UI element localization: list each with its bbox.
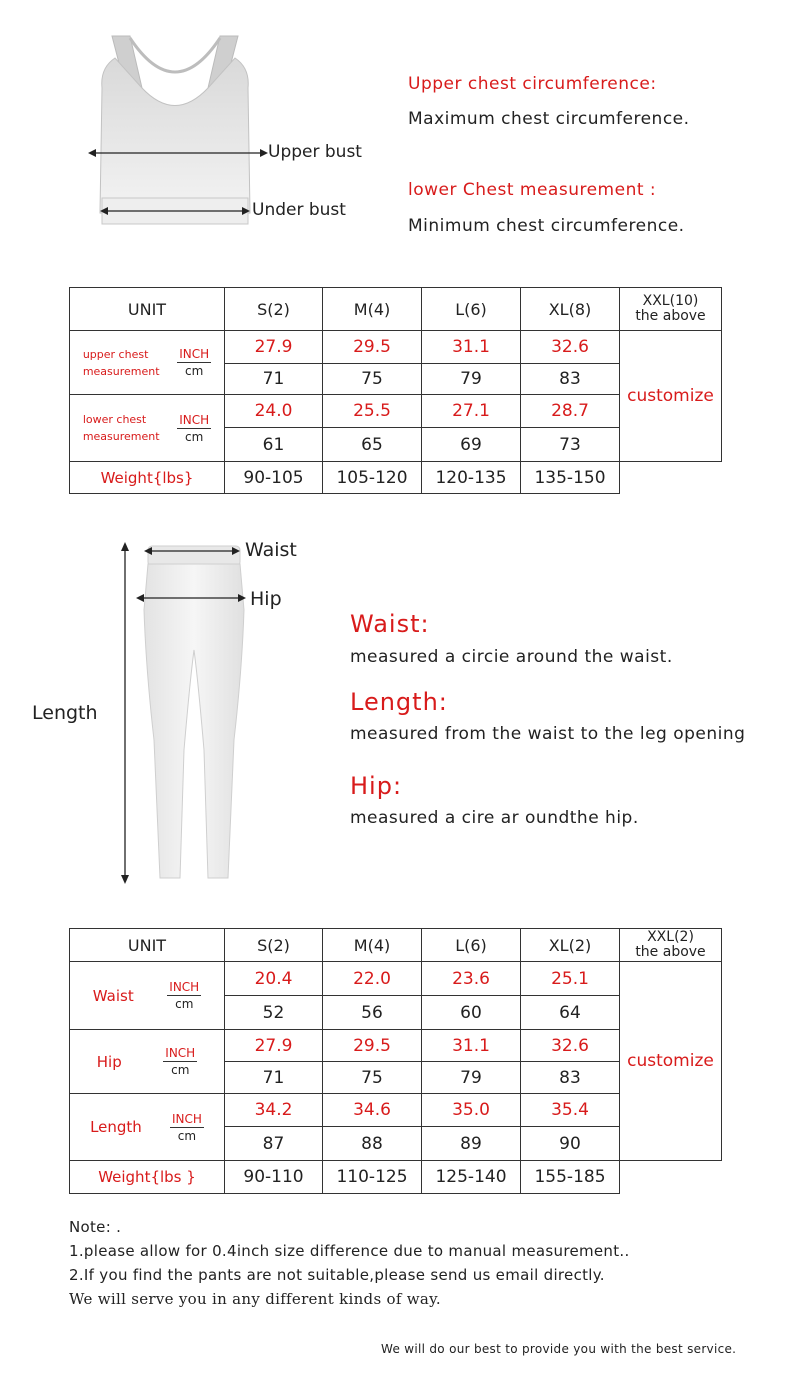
unit-header: UNIT [70,929,225,962]
table-cell: 69 [422,428,521,462]
table-cell: 88 [323,1127,422,1161]
table-cell: 25.1 [521,962,620,996]
waist-label: Waist [245,539,297,561]
table-cell: 28.7 [521,395,620,428]
table-cell: 75 [323,364,422,395]
inch-unit: INCH [169,980,200,994]
cm-unit: cm [185,429,204,444]
bra-size-table [69,287,722,494]
table-cell: 34.6 [323,1094,422,1127]
lower-chest-label-line1: lower chest [82,413,147,426]
waist-row-name: Waist [92,986,134,1005]
table-cell: 27.9 [225,331,323,364]
table-cell: 27.9 [225,1030,323,1062]
xxl-size-label: XXL(10) [642,293,699,309]
under-bust-label: Under bust [252,200,346,220]
size-header: M(4) [323,288,422,331]
hip-title: Hip: [350,772,403,800]
table-cell: 90 [521,1127,620,1161]
xxl-above-label: the above [635,308,706,324]
table-cell: 24.0 [225,395,323,428]
table-cell: 87 [225,1127,323,1161]
inch-unit: INCH [165,1046,196,1060]
table-cell: 23.6 [422,962,521,996]
table-cell: 52 [225,996,323,1030]
unit-indicator [167,980,201,1011]
length-description: measured from the waist to the leg opening [350,724,746,744]
table-cell: 110-125 [323,1161,422,1194]
waist-description: measured a circie around the waist. [350,647,673,667]
size-header: S(2) [225,288,323,331]
table-cell: 34.2 [225,1094,323,1127]
cm-unit: cm [185,364,204,378]
table-row [70,331,722,364]
cm-unit: cm [177,1128,197,1143]
table-cell: 35.0 [422,1094,521,1127]
upper-chest-label-line2: measurement [82,364,160,378]
length-row-name: Length [90,1118,142,1136]
xxl-above-label: the above [635,944,706,960]
upper-chest-title: Upper chest circumference: [408,74,657,94]
weight-label: Weight{lbs } [70,1161,225,1194]
xxl-header [620,929,722,962]
hip-arrow [136,591,246,605]
table-cell: 135-150 [521,462,620,494]
table-cell: 105-120 [323,462,422,494]
leggings-size-table [69,928,722,1194]
upper-bust-arrow [88,146,268,160]
unit-indicator [177,347,211,378]
table-cell: 27.1 [422,395,521,428]
table-cell: 71 [225,1062,323,1094]
note-heading: Note: . [69,1218,122,1236]
hip-label: Hip [250,588,282,610]
unit-indicator [163,1046,197,1077]
customize-cell: customize [620,962,722,1161]
length-row-label [70,1094,225,1161]
note-line-2: 2.If you find the pants are not suitable,please send us email directly. [69,1266,605,1284]
xxl-size-label: XXL(2) [647,929,694,945]
unit-indicator [177,413,211,444]
table-header-row [70,929,722,962]
table-cell: 29.5 [323,331,422,364]
upper-chest-row-label [70,331,225,395]
size-header: XL(8) [521,288,620,331]
table-cell: 89 [422,1127,521,1161]
unit-indicator [170,1112,204,1143]
table-cell: 29.5 [323,1030,422,1062]
table-cell: 35.4 [521,1094,620,1127]
lower-chest-label-line2: measurement [82,430,160,443]
size-header: XL(2) [521,929,620,962]
size-header: L(6) [422,288,521,331]
inch-unit: INCH [179,347,210,361]
table-cell: 20.4 [225,962,323,996]
customize-cell: customize [620,331,722,462]
hip-description: measured a cire ar oundthe hip. [350,808,639,828]
table-cell: 31.1 [422,331,521,364]
xxl-header [620,288,722,331]
upper-chest-label-line1: upper chest [82,347,149,361]
table-cell: 32.6 [521,331,620,364]
size-header: L(6) [422,929,521,962]
lower-chest-description: Minimum chest circumference. [408,216,685,236]
table-cell: 60 [422,996,521,1030]
upper-chest-description: Maximum chest circumference. [408,109,690,129]
hip-row-label [70,1030,225,1094]
size-header: M(4) [323,929,422,962]
table-cell: 56 [323,996,422,1030]
table-cell: 65 [323,428,422,462]
table-cell: 79 [422,364,521,395]
cm-unit: cm [175,997,194,1011]
table-cell: 155-185 [521,1161,620,1194]
waist-title: Waist: [350,610,430,638]
table-cell: 79 [422,1062,521,1094]
table-cell: 125-140 [422,1161,521,1194]
waist-row-label [70,962,225,1030]
cm-unit: cm [171,1063,190,1077]
table-cell: 73 [521,428,620,462]
unit-header: UNIT [70,288,225,331]
lower-chest-title: lower Chest measurement : [408,180,657,200]
note-line-3: We will serve you in any different kinds of way. [69,1290,441,1308]
under-bust-arrow [100,204,250,218]
table-cell: 22.0 [323,962,422,996]
table-cell: 120-135 [422,462,521,494]
waist-arrow [144,544,240,558]
table-row [70,962,722,996]
inch-unit: INCH [171,1111,202,1126]
size-header: S(2) [225,929,323,962]
inch-unit: INCH [179,412,210,427]
lower-chest-row-label [70,395,225,462]
upper-bust-label: Upper bust [268,142,362,162]
table-cell: 25.5 [323,395,422,428]
weight-label: Weight{lbs} [70,462,225,494]
table-cell: 90-110 [225,1161,323,1194]
table-cell: 75 [323,1062,422,1094]
table-cell: 61 [225,428,323,462]
length-title: Length: [350,688,448,716]
footer-service-text: We will do our best to provide you with the best service. [381,1342,737,1356]
table-cell: 31.1 [422,1030,521,1062]
weight-row [70,462,722,494]
table-cell: 64 [521,996,620,1030]
table-cell: 32.6 [521,1030,620,1062]
weight-row [70,1161,722,1194]
table-cell: 90-105 [225,462,323,494]
length-label: Length [32,702,98,724]
note-line-1: 1.please allow for 0.4inch size difference due to manual measurement.. [69,1242,630,1260]
table-cell: 83 [521,364,620,395]
hip-row-name: Hip [96,1052,122,1071]
table-header-row [70,288,722,331]
table-cell: 71 [225,364,323,395]
table-cell: 83 [521,1062,620,1094]
